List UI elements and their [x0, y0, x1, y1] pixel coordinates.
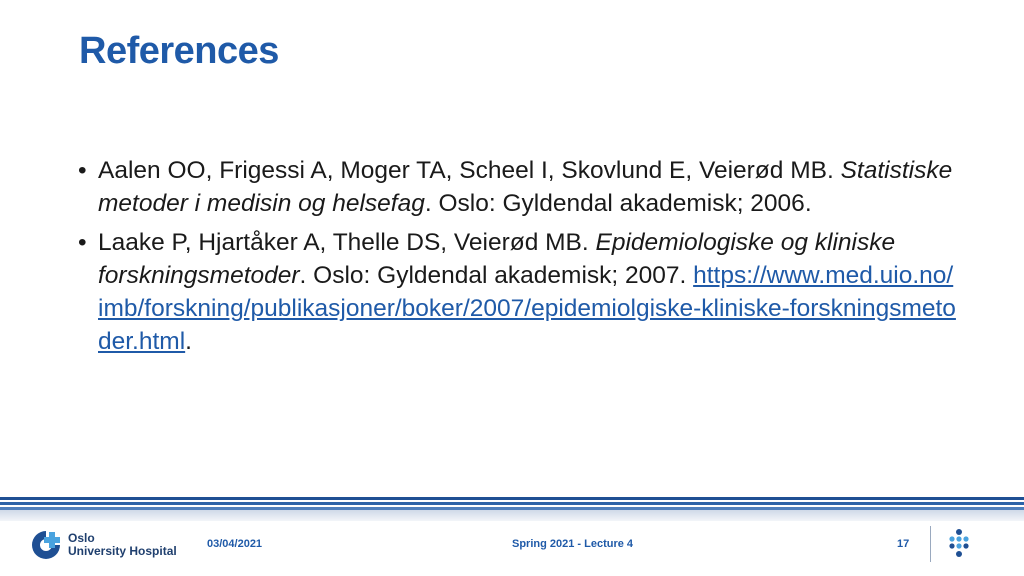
footer-date: 03/04/2021 — [207, 538, 263, 550]
footer-band — [0, 497, 1024, 521]
reference-work-title: Statistiske metoder i medisin og helsefag — [98, 157, 953, 217]
reference-work-title: Epidemiologiske og kliniske forskningsmetoder — [98, 229, 896, 289]
reference-item — [76, 154, 956, 220]
reference-trailing: . — [185, 328, 192, 355]
reference-publisher: . Oslo: Gyldendal akademisk; 2007. — [299, 262, 687, 289]
hospital-logo — [30, 528, 177, 562]
bullet-icon: • — [78, 157, 87, 184]
footer-lecture: Spring 2021 - Lecture 4 — [512, 538, 634, 550]
bullet-icon: • — [78, 229, 87, 256]
reference-authors: Laake P, Hjartåker A, Thelle DS, Veierød MB. — [98, 229, 589, 256]
slide-title: References — [79, 30, 279, 72]
reference-item — [76, 226, 956, 358]
footer-divider — [930, 526, 931, 562]
logo-line-1: Oslo — [68, 531, 95, 545]
oslo-university-hospital-logo-icon — [30, 529, 62, 561]
page-number: 17 — [897, 538, 910, 550]
logo-line-2: University Hospital — [68, 544, 177, 558]
reference-link[interactable]: https://www.med.uio.no/imb/forskning/publikasjoner/boker/2007/epidemiolgiske-kliniske-forskningsmetoder.html — [98, 262, 956, 355]
reference-publisher: . Oslo: Gyldendal akademisk; 2006. — [424, 190, 812, 217]
reference-list — [76, 154, 956, 364]
dot-cross-icon — [944, 528, 974, 558]
reference-authors: Aalen OO, Frigessi A, Moger TA, Scheel I, Skovlund E, Veierød MB. — [98, 157, 834, 184]
